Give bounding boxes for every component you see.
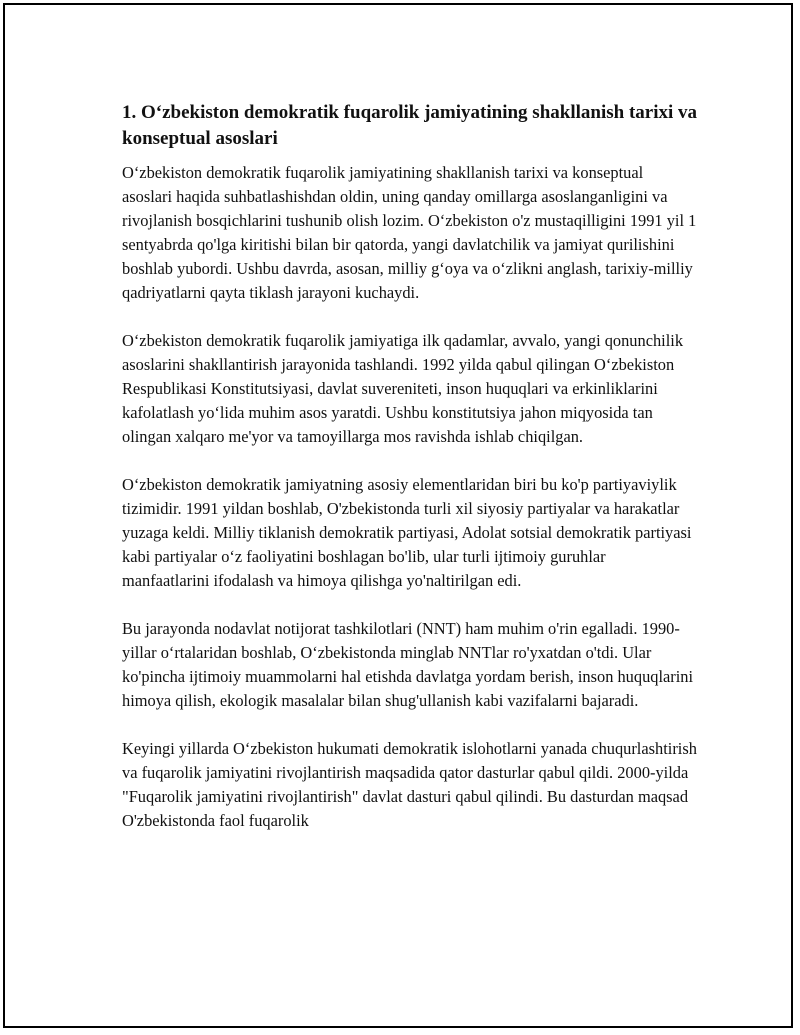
section-heading: 1. O‘zbekiston demokratik fuqarolik jamiyatining shakllanish tarixi va konseptual asoslari [122,102,698,149]
paragraph-2: O‘zbekiston demokratik fuqarolik jamiyatiga ilk qadamlar, avvalo, yangi qonunchilik asoslarini shakllantirish jarayonida tashlandi. 1992 yilda qabul qilingan O‘zbekiston Respublikasi Konstitutsiyasi, davlat suvereniteti, inson huquqlari va erkinliklarini kafolatlash yo‘lida muhim asos yaratdi. Ushbu konstitutsiya jahon miqyosida tan olingan xalqaro me'yor va tamoyillarga mos ravishda ishlab chiqilgan. [122,331,684,446]
document-page [3,3,793,1028]
paragraph-5: Keyingi yillarda O‘zbekiston hukumati demokratik islohotlarni yanada chuqurlashtirish va fuqarolik jamiyatini rivojlantirish maqsadida qator dasturlar qabul qildi. 2000-yilda "Fuqarolik jamiyatini rivojlantirish" davlat dasturi qabul qilindi. Bu dasturdan maqsad O'zbekistonda faol fuqarolik [122,739,697,830]
paragraph-3: O‘zbekiston demokratik jamiyatning asosiy elementlaridan biri bu ko'p partiyaviylik tizimidir. 1991 yildan boshlab, O'zbekistonda turli xil siyosiy partiyalar va harakatlar yuzaga keldi. Milliy tiklanish demokratik partiyasi, Adolat sotsial demokratik partiyasi kabi partiyalar o‘z faoliyatini boshlagan bo'lib, ular turli ijtimoiy guruhlar manfaatlarini ifodalash va himoya qilishga yo'naltirilgan edi. [122,475,692,590]
paragraph-4: Bu jarayonda nodavlat notijorat tashkilotlari (NNT) ham muhim o'rin egalladi. 1990-yillar o‘rtalaridan boshlab, O‘zbekistonda minglab NNTlar ro'yxatdan o'tdi. Ular ko'pincha ijtimoiy muammolarni hal etishda davlatga yordam berish, inson huquqlarini himoya qilish, ekologik masalalar bilan shug'ullanish kabi vazifalarni bajaradi. [122,619,694,710]
document-body [122,100,697,857]
paragraph-1: O‘zbekiston demokratik fuqarolik jamiyatining shakllanish tarixi va konseptual asoslari haqida suhbatlashishdan oldin, uning qanday omillarga asoslanganligini va rivojlanish bosqichlarini tushunib olish lozim. O‘zbekiston o'z mustaqilligini 1991 yil 1 sentyabrda qo'lga kiritishi bilan bir qatorda, yangi davlatchilik va jamiyat qurilishini boshlab yubordi. Ushbu davrda, asosan, milliy g‘oya va o‘zlikni anglash, tarixiy-milliy qadriyatlarni qayta tiklash jarayoni kuchaydi. [122,163,697,302]
